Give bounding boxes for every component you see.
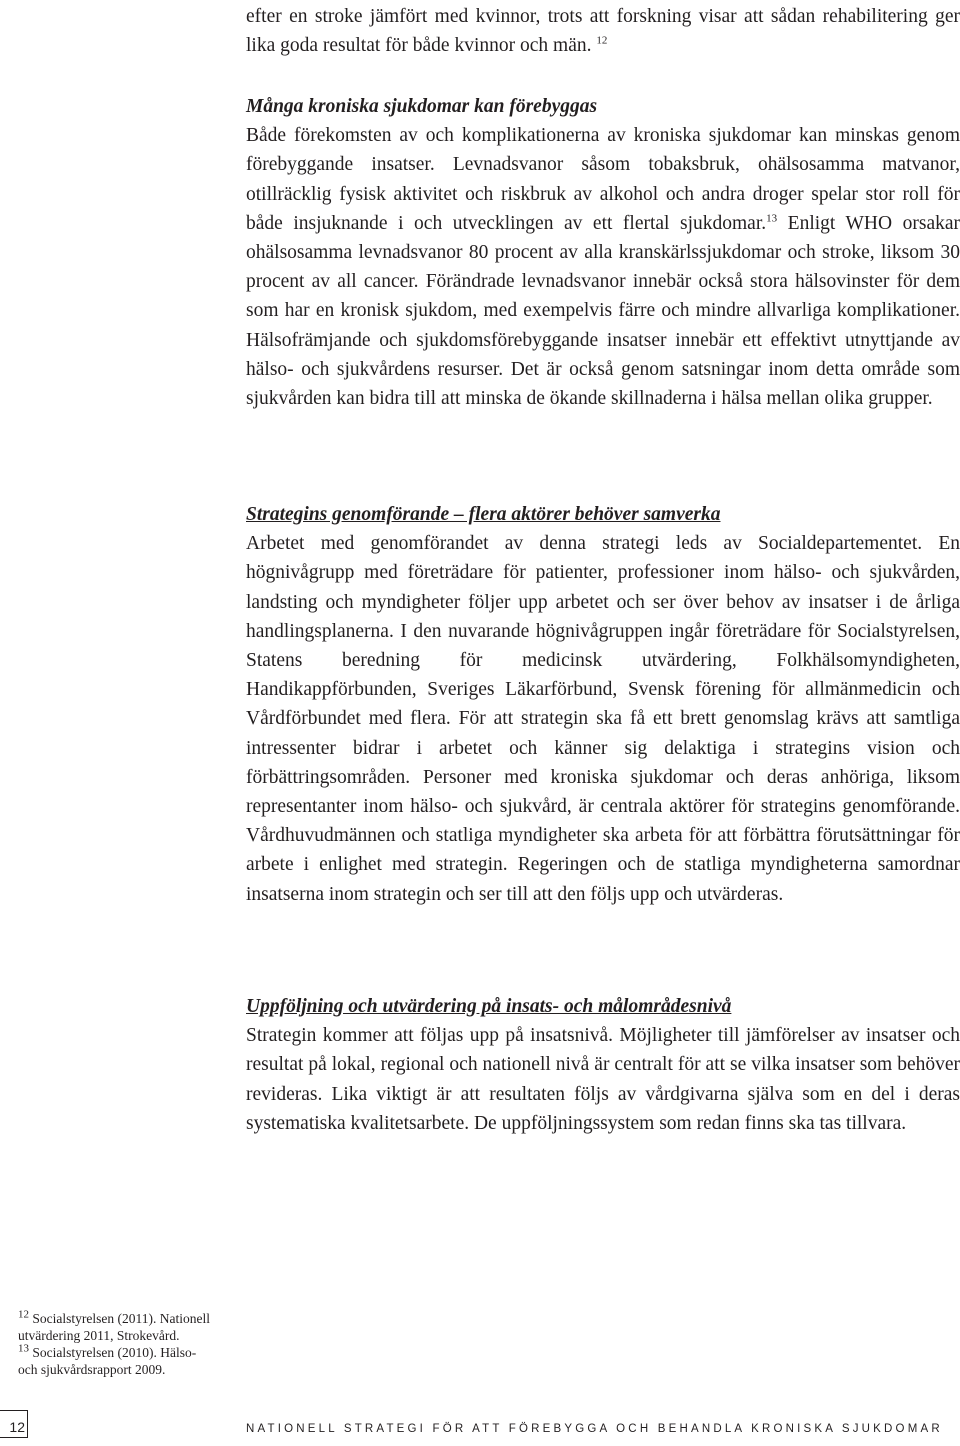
- page-number: 12: [9, 1419, 25, 1435]
- section-follow-up: [246, 992, 960, 1138]
- section-text: Enligt WHO orsakar ohälsosamma levnadsvanor 80 procent av alla kranskärlssjukdomar och stroke, liksom 30 procent av all cancer. Förändrade levnadsvanor innebär också stora hälsovinster för dem som har en kronisk sjukdom, med exempelvis färre och mindre allvarliga komplikationer. Hälsofrämjande och sjukdomsförebyggande insatser innebär ett effektivt utnyttjande av hälso- och sjukvårdens resurser. Det är också genom satsningar inom detta område som sjukvården kan bidra till att minska de ökande skillnaderna i hälsa mellan olika grupper.: [246, 212, 960, 410]
- intro-text: efter en stroke jämfört med kvinnor, trots att forskning visar att sådan rehabilitering ger lika goda resultat för både kvinnor och män.: [246, 6, 960, 57]
- section-implementation: [246, 500, 960, 909]
- section-heading: Uppföljning och utvärdering på insats- och målområdesnivå: [246, 996, 732, 1017]
- section-chronic-diseases: [246, 92, 960, 413]
- footnote-13: [18, 1344, 218, 1378]
- footnotes: [18, 1310, 218, 1378]
- section-paragraph: [246, 121, 960, 413]
- section-heading: Många kroniska sjukdomar kan förebyggas: [246, 96, 598, 117]
- section-heading: Strategins genomförande – flera aktörer behöver samverka: [246, 504, 721, 525]
- page-number-box: [0, 1410, 28, 1438]
- section-paragraph: Arbetet med genomförandet av denna strategi leds av Socialdepartementet. En högnivågrupp med företrädare för patienter, professioner inom hälso- och sjukvården, landsting och myndigheter följer upp arbetet och ser över behov av insatser i de årliga handlingsplanerna. I den nuvarande högnivågruppen ingår företrädare för Socialstyrelsen, Statens beredning för medicinsk utvärdering, Folkhälsomyndigheten, Handikappförbunden, Sveriges Läkarförbund, Svensk förening för allmänmedicin och Vårdförbundet med flera. För att strategin ska få ett brett genomslag krävs att samtliga intressenter bidrar i arbetet och känner sig delaktiga i strategins vision och förbättringsområden. Personer med kroniska sjukdomar och deras anhöriga, liksom representanter inom hälso- och sjukvård, är centrala aktörer för strategins genomförande. Vårdhuvudmännen och statliga myndigheter ska arbeta för att förbättra förutsättningar för arbete i enlighet med strategin. Regeringen och de statliga myndigheterna samordnar insatserna inom strategin och ser till att den följs upp och utvärderas.: [246, 533, 960, 905]
- footnote-text: Socialstyrelsen (2010). Hälso- och sjukvårdsrapport 2009.: [18, 1345, 197, 1377]
- intro-paragraph: [246, 2, 960, 60]
- footnote-ref-12[interactable]: 12: [596, 34, 608, 47]
- intro-section: [246, 2, 960, 60]
- footnote-ref-13[interactable]: 13: [766, 212, 778, 225]
- section-text: Både förekomsten av och komplikationerna av kroniska sjukdomar kan minskas genom förebyggande insatser. Levnadsvanor såsom tobaksbruk, ohälsosamma matvanor, otillräcklig fysisk aktivitet och riskbruk av alkohol och andra droger spelar stor roll för både insjuknande i och utvecklingen av ett flertal sjukdomar.: [246, 125, 960, 234]
- footnote-number: 13: [18, 1342, 29, 1355]
- footnote-12: [18, 1310, 218, 1344]
- running-footer-title: NATIONELL STRATEGI FÖR ATT FÖREBYGGA OCH BEHANDLA KRONISKA SJUKDOMAR: [246, 1423, 943, 1435]
- footnote-text: Socialstyrelsen (2011). Nationell utvärdering 2011, Strokevård.: [18, 1311, 210, 1343]
- section-paragraph: Strategin kommer att följas upp på insatsnivå. Möjligheter till jämförelser av insatser och resultat på lokal, regional och nationell nivå är centralt för att se vilka insatser som behöver revideras. Lika viktigt är att resultaten följs av vårdgivarna själva som en del i deras systematiska kvalitetsarbete. De uppföljningssystem som redan finns ska tas tillvara.: [246, 1025, 960, 1134]
- footnote-number: 12: [18, 1308, 29, 1321]
